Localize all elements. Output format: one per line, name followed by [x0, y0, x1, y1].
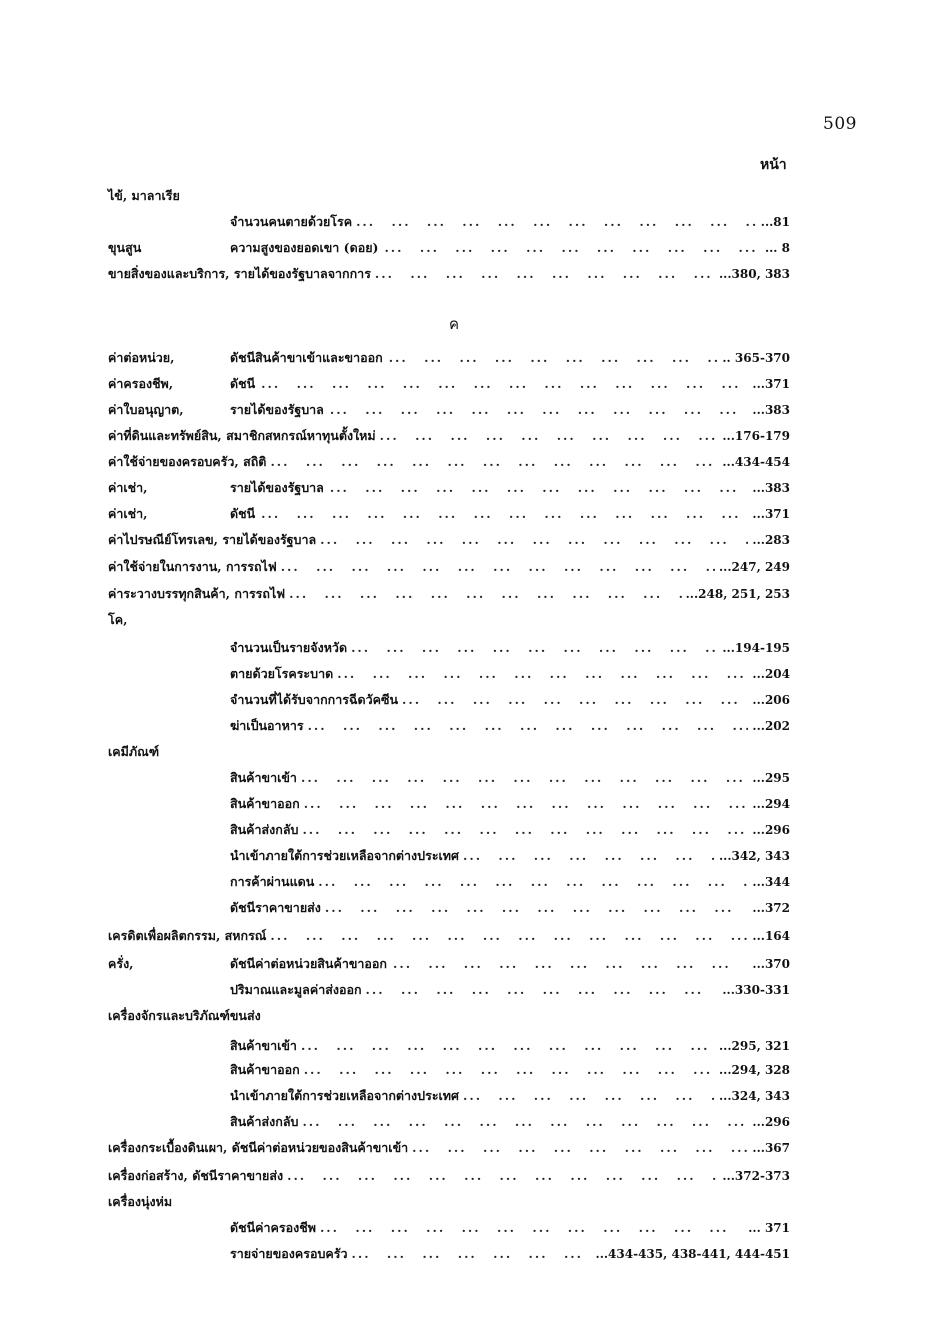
dot-leader	[337, 666, 748, 681]
index-entry	[108, 1112, 790, 1134]
index-entry	[108, 768, 790, 790]
index-pages: .. 365-370	[722, 351, 790, 365]
index-entry	[108, 557, 790, 579]
index-subentry: ความสูงของยอดเขา (ดอย)	[230, 240, 379, 255]
index-pages: ...294, 328	[719, 1063, 790, 1077]
index-entry	[108, 186, 790, 208]
index-term: ค่าเช่า,	[108, 506, 148, 521]
dot-leader	[287, 1168, 718, 1183]
index-entry	[108, 504, 790, 526]
dot-leader	[320, 532, 748, 547]
index-subentry: ฆ่าเป็นอาหาร	[230, 718, 304, 733]
index-pages: ...194-195	[722, 641, 790, 655]
dot-leader	[356, 214, 757, 229]
index-subentry: ตายด้วยโรคระบาด	[230, 666, 334, 681]
dot-leader	[380, 428, 719, 443]
index-subentry: ดัชนีสินค้าขาเข้าและขาออก	[230, 350, 383, 365]
index-entry	[108, 1086, 790, 1108]
index-entry	[108, 954, 790, 976]
index-pages: ...342, 343	[719, 849, 790, 863]
dot-leader	[302, 1114, 748, 1129]
index-term: ค่าต่อหน่วย,	[108, 350, 175, 365]
index-pages: ...204	[752, 667, 790, 681]
index-subentry: จำนวนเป็นรายจังหวัด	[230, 640, 348, 655]
index-entry	[108, 212, 790, 234]
index-pages: ...383	[752, 403, 790, 417]
index-term: ค่าใช้จ่ายของครอบครัว, สถิติ	[108, 454, 267, 469]
index-term: ค่าใบอนุญาต,	[108, 402, 184, 417]
index-pages: ...247, 249	[719, 560, 790, 574]
index-term: ค่าครองชีพ,	[108, 376, 174, 391]
index-term: ค่าระวางบรรทุกสินค้า, การรถไฟ	[108, 586, 286, 601]
index-entry	[108, 898, 790, 920]
dot-leader	[270, 454, 718, 469]
dot-leader	[351, 640, 718, 655]
index-entry	[108, 530, 790, 552]
index-term: ค่าที่ดินและทรัพย์สิน, สมาชิกสหกรณ์หาทุนตั้งใหม่	[108, 428, 376, 443]
index-subentry: จำนวนที่ได้รับจากการฉีดวัคซีน	[230, 692, 398, 707]
index-pages: ...176-179	[722, 429, 790, 443]
index-entry	[108, 638, 790, 660]
index-subentry: รายได้ของรัฐบาล	[230, 402, 324, 417]
index-entry	[108, 1244, 790, 1266]
index-term: เครดิตเพื่อผลิตกรรม, สหกรณ์	[108, 928, 267, 943]
index-term: ค่าใช้จ่ายในการงาน, การรถไฟ	[108, 559, 277, 574]
index-entry	[108, 584, 790, 606]
index-pages: ...294	[752, 797, 790, 811]
index-entry	[108, 238, 790, 260]
index-pages: ...248, 251, 253	[685, 587, 790, 601]
index-entry	[108, 872, 790, 894]
index-entry	[108, 980, 790, 1002]
index-pages: ...296	[752, 823, 790, 837]
index-entry	[108, 348, 790, 370]
index-entry	[108, 716, 790, 738]
index-pages: ...380, 383	[719, 267, 790, 281]
index-term: โค,	[108, 612, 128, 627]
index-pages: ...434-454	[722, 455, 790, 469]
dot-leader	[463, 1088, 715, 1103]
index-pages: ...344	[752, 875, 790, 889]
dot-leader	[352, 1246, 592, 1261]
dot-leader	[301, 1038, 715, 1053]
page-number: 509	[823, 114, 857, 134]
index-entry	[108, 1166, 790, 1188]
dot-leader	[318, 874, 748, 889]
dot-leader	[261, 376, 748, 391]
index-pages: ...202	[752, 719, 790, 733]
index-pages: ...296	[752, 1115, 790, 1129]
dot-leader	[302, 822, 748, 837]
index-entry	[108, 690, 790, 712]
dot-leader	[325, 900, 749, 915]
index-subentry: สินค้าส่งกลับ	[230, 822, 299, 837]
index-entry	[108, 846, 790, 868]
index-entry	[108, 1060, 790, 1082]
dot-leader	[320, 1220, 744, 1235]
dot-leader	[270, 928, 748, 943]
index-entry	[108, 1218, 790, 1240]
index-term: ครั่ง,	[108, 956, 134, 971]
index-entry	[108, 1192, 790, 1214]
dot-leader	[384, 240, 760, 255]
dot-leader	[261, 506, 748, 521]
index-entry	[108, 794, 790, 816]
page-column-header: หน้า	[760, 157, 787, 173]
index-term: ไข้, มาลาเรีย	[108, 188, 180, 203]
index-subentry: รายได้ของรัฐบาล	[230, 480, 324, 495]
index-pages: ...81	[760, 215, 790, 229]
index-pages: ...367	[752, 1141, 790, 1155]
dot-leader	[330, 480, 749, 495]
index-subentry: สินค้าขาออก	[230, 796, 300, 811]
index-entry	[108, 452, 790, 474]
index-entry	[108, 926, 790, 948]
dot-leader	[463, 848, 715, 863]
dot-leader	[304, 796, 749, 811]
index-term: เครื่องกระเบื้องดินเผา, ดัชนีค่าต่อหน่วยของสินค้าขาเข้า	[108, 1140, 409, 1155]
index-subentry: ดัชนีราคาขายส่ง	[230, 900, 321, 915]
dot-leader	[402, 692, 748, 707]
index-pages: ...370	[752, 957, 790, 971]
index-pages: ...371	[752, 507, 790, 521]
index-term: เครื่องจักรและบริภัณฑ์ขนส่ง	[108, 1008, 261, 1023]
index-term: เครื่องนุ่งห่ม	[108, 1194, 173, 1209]
index-entry	[108, 478, 790, 500]
index-pages: ...330-331	[722, 983, 790, 997]
index-subentry: สินค้าขาออก	[230, 1062, 300, 1077]
dot-leader	[304, 1062, 715, 1077]
index-subentry: ดัชนีค่าต่อหน่วยสินค้าขาออก	[230, 956, 387, 971]
dot-leader	[375, 266, 715, 281]
index-term: ค่าไปรษณีย์โทรเลข, รายได้ของรัฐบาล	[108, 532, 317, 547]
index-subentry: สินค้าส่งกลับ	[230, 1114, 299, 1129]
dot-leader	[412, 1140, 748, 1155]
index-pages: ...434-435, 438-441, 444-451	[595, 1247, 790, 1261]
index-subentry: ดัชนี	[230, 506, 256, 521]
index-entry	[108, 264, 790, 286]
index-pages: ...324, 343	[719, 1089, 790, 1103]
index-subentry: รายจ่ายของครอบครัว	[230, 1246, 348, 1261]
dot-leader	[289, 586, 682, 601]
index-subentry: นำเข้าภายใต้การช่วยเหลือจากต่างประเทศ	[230, 1088, 459, 1103]
index-term: ค่าเช่า,	[108, 480, 148, 495]
index-pages: ...295	[752, 771, 790, 785]
index-subentry: ปริมาณและมูลค่าส่งออก	[230, 982, 362, 997]
index-term: เครื่องก่อสร้าง, ดัชนีราคาขายส่ง	[108, 1168, 284, 1183]
dot-leader	[301, 770, 748, 785]
dot-leader	[308, 718, 749, 733]
index-pages: ...383	[752, 481, 790, 495]
index-entry	[108, 1138, 790, 1160]
index-entry	[108, 820, 790, 842]
index-pages: ... 8	[764, 241, 790, 255]
index-subentry: การค้าผ่านแดน	[230, 874, 315, 889]
index-subentry: นำเข้าภายใต้การช่วยเหลือจากต่างประเทศ	[230, 848, 459, 863]
dot-leader	[281, 559, 715, 574]
index-entry	[108, 664, 790, 686]
index-entry	[108, 742, 790, 764]
index-entry	[108, 1036, 790, 1058]
index-entry	[108, 1006, 790, 1028]
index-entry	[108, 400, 790, 422]
index-term: เคมีภัณฑ์	[108, 744, 160, 759]
index-subentry: สินค้าขาเข้า	[230, 770, 297, 785]
index-pages: ...206	[752, 693, 790, 707]
dot-leader	[366, 982, 719, 997]
index-entry	[108, 426, 790, 448]
index-pages: ...372-373	[722, 1169, 790, 1183]
section-letter: ค	[449, 315, 460, 333]
index-subentry: จำนวนคนตายด้วยโรค	[230, 214, 353, 229]
index-pages: ...295, 321	[719, 1039, 790, 1053]
index-pages: ...371	[752, 377, 790, 391]
index-subentry: ดัชนีค่าครองชีพ	[230, 1220, 316, 1235]
index-subentry: ดัชนี	[230, 376, 256, 391]
index-term: ขายสิ่งของและบริการ, รายได้ของรัฐบาลจากการ	[108, 266, 371, 281]
index-term: ขุนสูน	[108, 240, 142, 255]
index-pages: ...372	[752, 901, 790, 915]
index-entry	[108, 374, 790, 396]
dot-leader	[393, 956, 748, 971]
index-pages: ...164	[752, 929, 790, 943]
index-pages: ... 371	[748, 1221, 790, 1235]
index-entry	[108, 610, 790, 632]
dot-leader	[330, 402, 749, 417]
dot-leader	[389, 350, 719, 365]
index-pages: ...283	[752, 533, 790, 547]
index-subentry: สินค้าขาเข้า	[230, 1038, 297, 1053]
